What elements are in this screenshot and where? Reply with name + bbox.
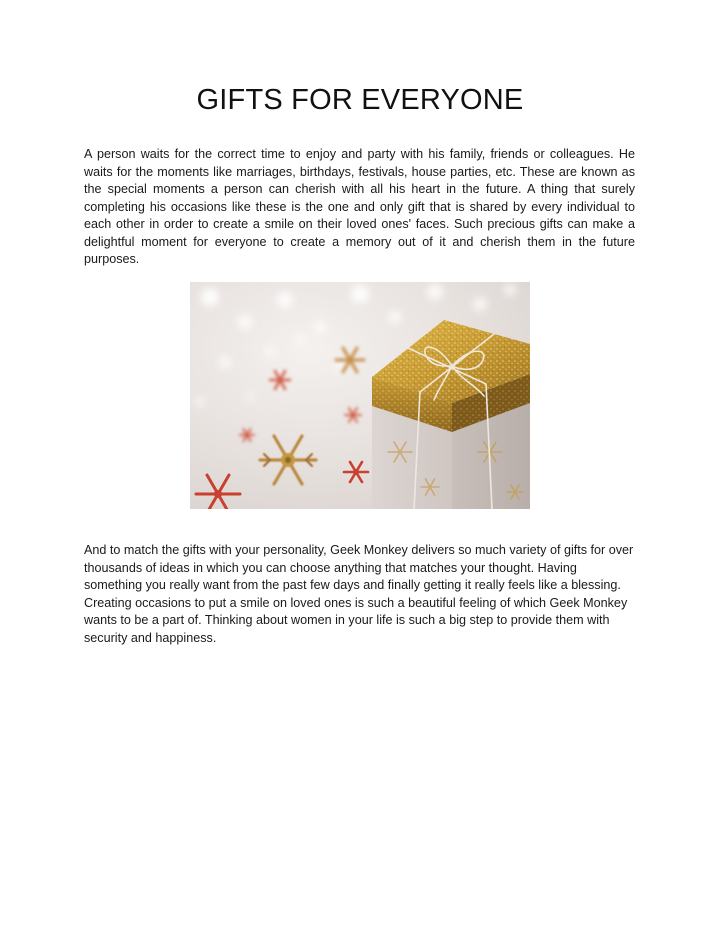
page-title: GIFTS FOR EVERYONE xyxy=(196,84,524,116)
gift-box-photo xyxy=(190,282,530,509)
gift-box-illustration xyxy=(190,282,530,509)
body-paragraph: And to match the gifts with your personality, Geek Monkey delivers so much variety of gifts for over thousands of ideas in which you can choose anything that matches your thought. Having something you really want from the past few days and finally getting it really feels like a blessing. Creating occasions to put a smile on loved ones is such a beautiful feeling of which Geek Monkey wants to be a part of. Thinking about women in your life is such a big step to provide them with security and happiness. xyxy=(84,543,634,645)
intro-paragraph: A person waits for the correct time to enjoy and party with his family, friends or colleagues. He waits for the moments like marriages, birthdays, festivals, house parties, etc. These are known as the special moments a person can cherish with all his heart in the future. A thing that surely completing his occasions like these is the one and only gift that is shared by every individual to each other in order to create a smile on their loved ones' faces. Such precious gifts can make a delightful moment for everyone to create a memory out of it and cherish them in the future purposes. xyxy=(84,147,635,266)
